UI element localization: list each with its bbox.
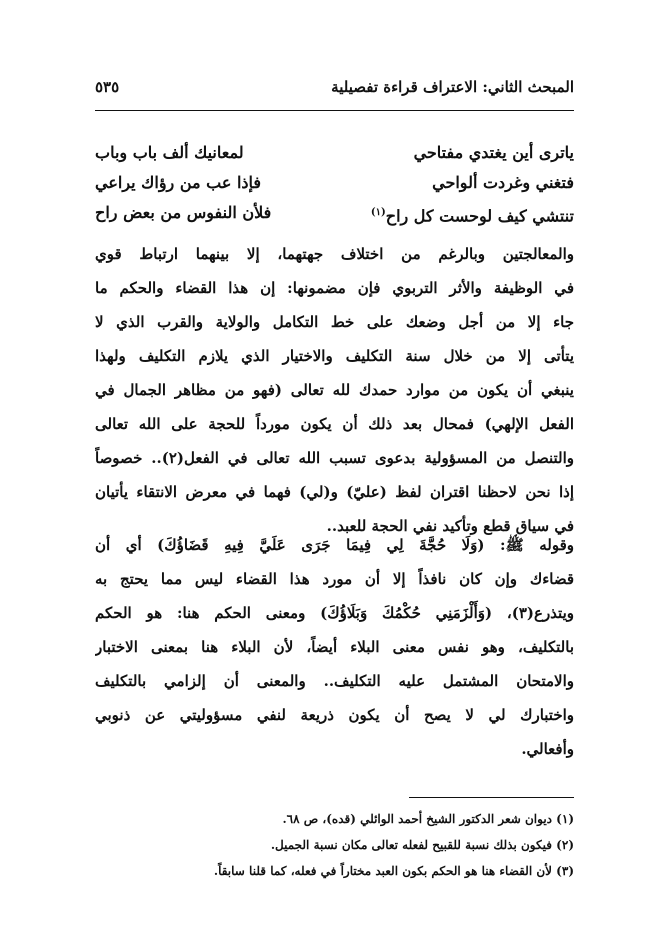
paragraph-1	[95, 237, 574, 543]
footnote: (٢) فيكون بذلك نسبة للقبيح لفعله تعالى مكان نسبة الجميل.	[270, 838, 574, 852]
verse-second-hemistich: فلأن النفوس من بعض راح	[95, 203, 272, 222]
footnotes	[95, 806, 574, 884]
verse	[95, 138, 574, 168]
text-line: وأفعالي.	[521, 740, 574, 758]
text-line: وقوله ﷺ: (وَلَا حُجَّةَ لِي فِيمَا جَرَى عَلَيَّ فِيهِ قَضَاؤُكَ) أي أن	[95, 536, 574, 554]
verse-first-hemistich	[371, 198, 574, 228]
text-line: قضاءك وإن كان نافذاً إلا أن مورد هذا القضاء ليس مما يحتج به	[95, 570, 574, 588]
footnote-ref: (١)	[370, 207, 386, 218]
footnote: (١) ديوان شعر الدكتور الشيخ أحمد الوائلي (قده)، ص ٦٨.	[282, 812, 574, 826]
footnote: (٣) لأن القضاء هنا هو الحكم بكون العبد مختاراً في فعله، كما قلنا سابقاً.	[213, 864, 574, 878]
verse-text: تنتشي كيف لوحست كل راح	[385, 206, 574, 226]
page-number: ٥٣٥	[95, 78, 120, 96]
chapter-title: المبحث الثاني: الاعتراف قراءة تفصيلية	[331, 78, 574, 96]
verse	[95, 198, 574, 228]
verse-second-hemistich: لمعانيك ألف باب وباب	[95, 143, 244, 162]
verse-first-hemistich: فتغني وغردت ألواحي	[432, 173, 574, 192]
text-line: يتأتى إلا من خلال سنة التكليف والاختيار الذي يلازم التكليف ولهذا	[95, 347, 574, 365]
header-divider	[95, 110, 574, 111]
text-line: والامتحان المشتمل عليه التكليف.. والمعنى أن إلزامي بالتكليف	[95, 672, 574, 690]
text-line: ويتذرع(٣)، (وَأَلْزَمَنِي حُكْمُكَ وَبَلَاؤُكَ) ومعنى الحكم هنا: هو الحكم	[95, 604, 574, 622]
text-line: في الوظيفة والأثر التربوي فإن مضمونها: إن هذا القضاء والحكم ما	[95, 279, 574, 297]
verse-first-hemistich: ياترى أين يغتدي مفتاحي	[413, 143, 574, 162]
footnote-divider	[409, 797, 574, 798]
text-line: والمعالجتين وبالرغم من اختلاف جهتهما، إلا بينهما ارتباط قوي	[95, 245, 574, 263]
text-line: الفعل الإلهي) فمحال بعد ذلك أن يكون مورداً للحجة على الله تعالى	[95, 415, 574, 433]
verse	[95, 168, 574, 198]
poem	[95, 138, 574, 228]
text-line: بالتكليف، وهو نفس معنى البلاء أيضاً، لأن البلاء هنا بمعنى الاختبار	[95, 638, 574, 656]
text-line: والتنصل من المسؤولية بدعوى تسبب الله تعالى في الفعل(٢).. خصوصاً	[95, 449, 574, 467]
text-line: واختبارك لي لا يصح أن يكون ذريعة لنفي مسؤوليتي عن ذنوبي	[95, 706, 574, 724]
text-line: ينبغي أن يكون من موارد حمدك لله تعالى (فهو من مظاهر الجمال في	[95, 381, 574, 399]
text-line: في سياق قطع وتأكيد نفي الحجة للعبد..	[326, 517, 574, 535]
page-header	[95, 72, 574, 102]
text-line: إذا نحن لاحظنا اقتران لفظ (عليّ) و(لي) فهما في معرض الانتقاء يأتيان	[95, 483, 574, 501]
verse-second-hemistich: فإذا عب من رؤاك يراعي	[95, 173, 262, 192]
text-line: جاء إلا من أجل وضعك على خط التكامل والولاية والقرب الذي لا	[95, 313, 574, 331]
paragraph-2	[95, 528, 574, 766]
